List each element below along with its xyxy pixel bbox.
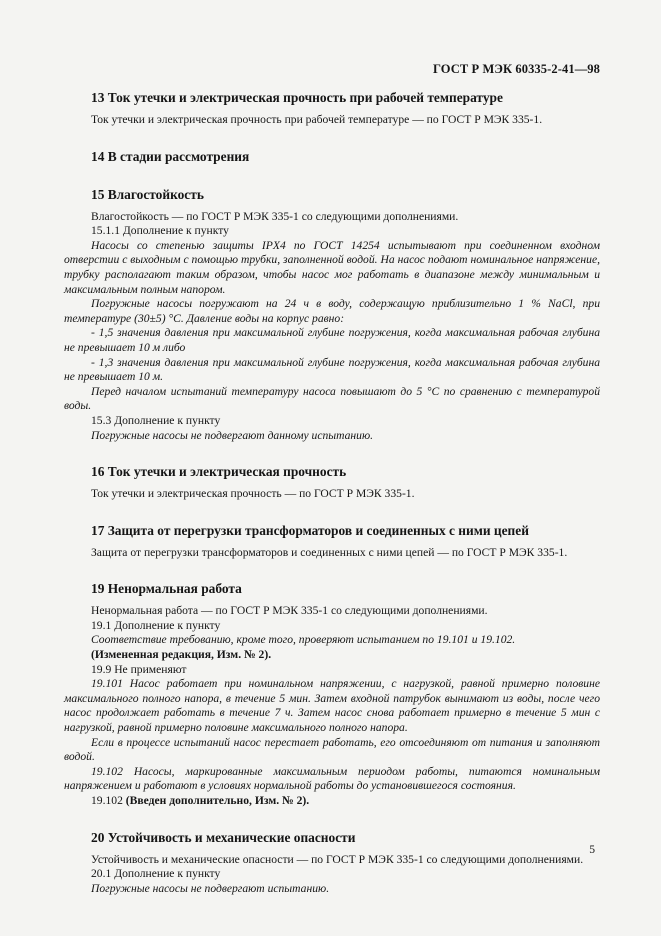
clause-15-1-1-label: 15.1.1 Дополнение к пункту — [91, 224, 229, 238]
pressure-item-1: - 1,5 значения давления при максимальной глубине погружения, когда максимальная рабочая глубина не превышает 10 м либо — [64, 326, 600, 354]
section-13-title: 13 Ток утечки и электрическая прочность при рабочей температуре — [91, 90, 503, 105]
page-number: 5 — [589, 843, 595, 856]
section-14-title: 14 В стадии рассмотрения — [91, 148, 250, 164]
clause-19-102-number: 19.102 — [91, 794, 123, 807]
disconnect-text: Если в процессе испытаний насос перестает работать, его отсоединяют от питания и заполняют водой. — [64, 735, 600, 764]
clause-15-3-text: Погружные насосы не подвергают данному испытанию. — [91, 428, 374, 442]
standard-header: ГОСТ Р МЭК 60335-2-41—98 — [433, 62, 600, 76]
section-19-intro: Ненормальная работа — по ГОСТ Р МЭК 335-1 со следующими дополнениями. — [91, 604, 488, 618]
edition-note: (Измененная редакция, Изм. № 2). — [91, 648, 272, 662]
section-19-title: 19 Ненормальная работа — [91, 581, 242, 597]
clause-19-102: 19.102 Насосы, маркированные максимальным периодом работы, питаются номинальным напряжением и работают в условиях нормальной работы до установившегося состояния. — [64, 764, 600, 793]
section-20-title: 20 Устойчивость и механические опасности — [91, 829, 356, 845]
clause-20-1-text: Погружные насосы не подвергают испытанию. — [91, 881, 330, 895]
section-20-intro: Устойчивость и механические опасности — по ГОСТ Р МЭК 335-1 со следующими дополнениями. — [91, 852, 584, 866]
clause-15-1-1-text: Насосы со степенью защиты IPX4 по ГОСТ 14254 испытывают при соединенном входном отверстии с выходным с помощью трубки, заполненной водой. На насос подают номинальное напряжение, трубку располагают таким образом, чтобы насос мог работать в диапазоне между минимальным и максимальным полным напором. — [64, 238, 600, 296]
section-17-text: Защита от перегрузки трансформаторов и соединенных с ними цепей — по ГОСТ Р МЭК 335-1. — [91, 545, 568, 559]
section-17-title: 17 Защита от перегрузки трансформаторов и соединенных с ними цепей — [91, 522, 529, 538]
clause-19-9: 19.9 Не применяют — [91, 662, 187, 676]
clause-19-101: 19.101 Насос работает при номинальном напряжении, с нагрузкой, равной примерно половине максимального полного напора, в течение 5 мин. Затем входной патрубок вынимают из воды, после чего насос продолжает работать в течение 7 ч. Затем насос снова работает примерно в течение 5 мин с нагрузкой, равной примерно половине максимального полного напора. — [64, 677, 600, 735]
clause-19-1-text: Соответствие требованию, кроме того, проверяют испытанием по 19.101 и 19.102. — [91, 633, 516, 647]
document-body — [64, 89, 600, 896]
section-16-title: 16 Ток утечки и электрическая прочность — [91, 464, 347, 480]
pressure-item-2: - 1,3 значения давления при максимальной глубине погружения, когда максимальная рабочая глубина не превышает 10 м. — [64, 355, 600, 384]
submersible-pumps-text: Погружные насосы погружают на 24 ч в воду, содержащую приблизительно 1 % NaCl, при температуре (30±5) °С. Давление воды на корпус равно: — [64, 297, 600, 325]
clause-20-1-label: 20.1 Дополнение к пункту — [91, 867, 221, 881]
section-15-title: 15 Влагостойкость — [91, 186, 204, 202]
clause-15-3-label: 15.3 Дополнение к пункту — [91, 413, 221, 427]
section-15-intro: Влагостойкость — по ГОСТ Р МЭК 335-1 со следующими дополнениями. — [91, 209, 459, 223]
clause-19-1-label: 19.1 Дополнение к пункту — [91, 618, 221, 632]
added-note: (Введен дополнительно, Изм. № 2). — [125, 794, 310, 807]
section-16-text: Ток утечки и электрическая прочность — по ГОСТ Р МЭК 335-1. — [91, 487, 415, 501]
section-13-text: Ток утечки и электрическая прочность при рабочей температуре — по ГОСТ Р МЭК 335-1. — [91, 113, 543, 126]
before-test-text: Перед началом испытаний температуру насоса повышают до 5 °С по сравнению с температурой воды. — [64, 384, 600, 413]
clause-19-102-note — [64, 794, 600, 809]
